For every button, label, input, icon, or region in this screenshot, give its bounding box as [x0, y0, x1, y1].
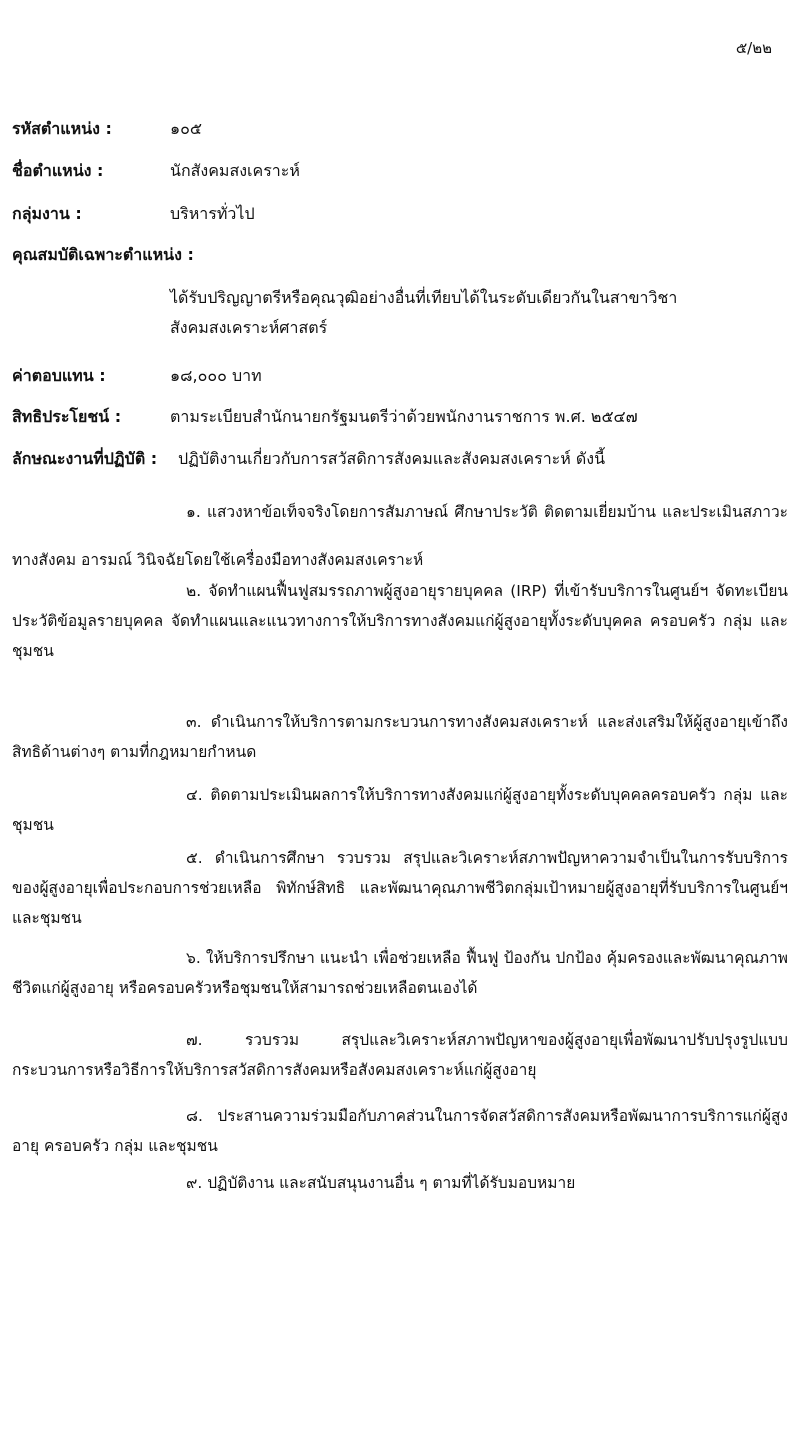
duty-item-5: ๕. ดำเนินการศึกษา รวบรวม สรุปและวิเคราะห์สภาพปัญหาความจำเป็นในการรับบริการของผู้สูงอายุเพื่อประกอบการช่วยเหลือ พิทักษ์สิทธิ และพัฒนาคุณภาพชีวิตกลุ่มเป้าหมายผู้สูงอายุที่รับบริการในศูนย์ฯ และชุมชน [12, 849, 788, 927]
duty-item-9: ๙. ปฏิบัติงาน และสนับสนุนงานอื่น ๆ ตามที่ได้รับมอบหมาย [186, 1174, 576, 1192]
benefits-value: ตามระเบียบสำนักนายกรัฐมนตรีว่าด้วยพนักงานราชการ พ.ศ. ๒๕๔๗ [170, 407, 638, 426]
position-name-label: ชื่อตำแหน่ง : [12, 161, 104, 180]
duty-item-6: ๖. ให้บริการปรึกษา แนะนำ เพื่อช่วยเหลือ ฟื้นฟู ป้องกัน ปกป้อง คุ้มครองและพัฒนาคุณภาพชีวิตแก่ผู้สูงอายุ หรือครอบครัวหรือชุมชนให้สามารถช่วยเหลือตนเองได้ [12, 949, 788, 997]
position-code-value: ๑๐๕ [170, 119, 203, 138]
position-code-row [12, 118, 112, 140]
position-name-value: นักสังคมสงเคราะห์ [170, 161, 300, 180]
duty-item-4: ๔. ติดตามประเมินผลการให้บริการทางสังคมแก่ผู้สูงอายุทั้งระดับบุคคลครอบครัว กลุ่ม และชุมชน [12, 786, 788, 834]
benefits-row [12, 406, 121, 428]
duties-label: ลักษณะงานที่ปฏิบัติ : [12, 449, 158, 468]
page-number: ๕/๒๒ [735, 39, 772, 57]
duty-item-2: ๒. จัดทำแผนฟื้นฟูสมรรถภาพผู้สูงอายุรายบุคคล (IRP) ที่เข้ารับบริการในศูนย์ฯ จัดทะเบียนประวัติข้อมูลรายบุคคล จัดทำแผนและแนวทางการให้บริการทางสังคมแก่ผู้สูงอายุทั้งระดับบุคคล ครอบครัว กลุ่ม และชุมชน [12, 582, 788, 660]
qualification-label: คุณสมบัติเฉพาะตำแหน่ง : [12, 245, 194, 264]
compensation-label: ค่าตอบแทน : [12, 366, 106, 385]
position-name-row [12, 160, 103, 182]
work-group-value: บริหารทั่วไป [170, 204, 255, 223]
duties-row [12, 448, 157, 470]
compensation-row [12, 365, 106, 387]
benefits-label: สิทธิประโยชน์ : [12, 407, 122, 426]
duty-item-7: ๗. รวบรวม สรุปและวิเคราะห์สภาพปัญหาของผู้สูงอายุเพื่อพัฒนาปรับปรุงรูปแบบกระบวนการหรือวิธีการให้บริการสวัสดิการสังคมหรือสังคมสงเคราะห์แก่ผู้สูงอายุ [12, 1031, 788, 1079]
work-group-label: กลุ่มงาน : [12, 204, 82, 223]
position-code-label: รหัสตำแหน่ง : [12, 119, 112, 138]
qualification-line-2: สังคมสงเคราะห์ศาสตร์ [170, 318, 328, 337]
work-group-row [12, 203, 82, 225]
duty-item-8: ๘. ประสานความร่วมมือกับภาคส่วนในการจัดสวัสดิการสังคมหรือพัฒนาการบริการแก่ผู้สูงอายุ ครอบครัว กลุ่ม และชุมชน [12, 1107, 788, 1155]
qualification-row [12, 244, 194, 266]
duty-item-3: ๓. ดำเนินการให้บริการตามกระบวนการทางสังคมสงเคราะห์ และส่งเสริมให้ผู้สูงอายุเข้าถึงสิทธิด้านต่างๆ ตามที่กฎหมายกำหนด [12, 713, 788, 761]
qualification-text [170, 283, 770, 343]
compensation-value: ๑๘,๐๐๐ บาท [170, 366, 262, 385]
duty-item-1: ๑. แสวงหาข้อเท็จจริงโดยการสัมภาษณ์ ศึกษาประวัติ ติดตามเยี่ยมบ้าน และประเมินสภาวะทางสังคม อารมณ์ วินิจฉัยโดยใช้เครื่องมือทางสังคมสงเคราะห์ [12, 503, 788, 569]
qualification-line-1: ได้รับปริญญาตรีหรือคุณวุฒิอย่างอื่นที่เทียบได้ในระดับเดียวกันในสาขาวิชา [170, 288, 678, 307]
duties-value: ปฏิบัติงานเกี่ยวกับการสวัสดิการสังคมและสังคมสงเคราะห์ ดังนี้ [178, 449, 606, 468]
